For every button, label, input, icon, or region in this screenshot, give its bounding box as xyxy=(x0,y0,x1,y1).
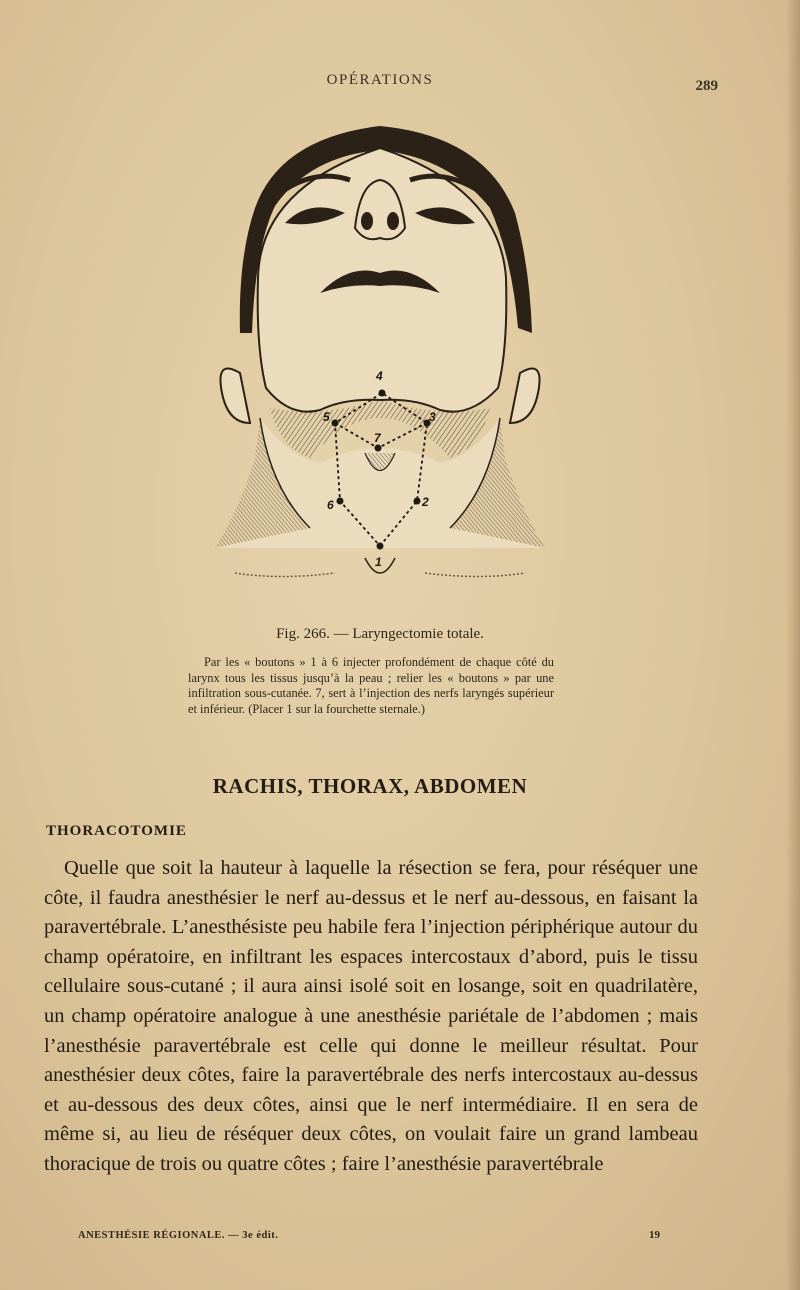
running-title: OPÉRATIONS xyxy=(326,72,434,88)
point-label-7: 7 xyxy=(374,431,381,445)
figure-legend: Par les « boutons » 1 à 6 injecter profondément de chaque côté du larynx tous les tissus jusqu’à la peau ; relier les « boutons » par une infiltration sous-cutanée. 7, sert à l’injection des nerfs laryngés supérieur et inférieur. (Placer 1 sur la fourchette sternale.) xyxy=(188,655,554,716)
injection-point-5 xyxy=(332,420,339,427)
point-label-4: 4 xyxy=(376,369,383,383)
clavicle-left xyxy=(235,573,335,577)
right-ear xyxy=(510,369,540,424)
point-label-3: 3 xyxy=(429,410,436,424)
head-neck-drawing xyxy=(200,118,560,618)
injection-point-7 xyxy=(375,445,382,452)
footer-signature-number: 19 xyxy=(649,1229,660,1241)
injection-point-2 xyxy=(414,498,421,505)
subsection-heading: THORACOTOMIE xyxy=(46,823,187,839)
point-label-6: 6 xyxy=(327,498,334,512)
injection-point-6 xyxy=(337,498,344,505)
injection-point-1 xyxy=(377,543,384,550)
clavicle-right xyxy=(425,573,525,577)
footer-signature: ANESTHÉSIE RÉGIONALE. — 3e édit. xyxy=(78,1230,279,1241)
injection-point-4 xyxy=(379,390,386,397)
laryngectomy-illustration xyxy=(200,118,560,618)
body-paragraph: Quelle que soit la hauteur à laquelle la résection se fera, pour réséquer une côte, il faudra anesthésier le nerf au-dessus et le nerf au-dessous, en faisant la paravertébrale. L’anesthésiste peu habile fera l’injection périphérique autour du champ opératoire, en infiltrant les espaces intercostaux d’abord, puis le tissu cellulaire sous-cutané ; il aura ainsi isolé soit en losange, soit en quadrilatère, un champ opératoire analogue à une anesthésie pariétale de l’abdomen ; mais l’anesthésie paravertébrale est celle qui donne le meilleur résultat. Pour anesthésier deux côtes, faire la paravertébrale des nerfs intercostaux au-dessus et au-dessous des deux côtes, ainsi que le nerf intermédiaire. Il en sera de même si, au lieu de réséquer deux côtes, on voulait faire un grand lambeau thoracique de trois ou quatre côtes ; faire l’anesthésie paravertébrale xyxy=(44,857,698,1175)
page-edge-shadow xyxy=(786,0,800,1290)
point-label-5: 5 xyxy=(323,410,330,424)
left-ear xyxy=(220,369,250,424)
point-label-1: 1 xyxy=(375,555,382,569)
section-heading: RACHIS, THORAX, ABDOMEN xyxy=(212,774,528,798)
page-number: 289 xyxy=(695,78,718,94)
point-label-2: 2 xyxy=(422,495,429,509)
figure-caption: Fig. 266. — Laryngectomie totale. xyxy=(276,626,484,642)
